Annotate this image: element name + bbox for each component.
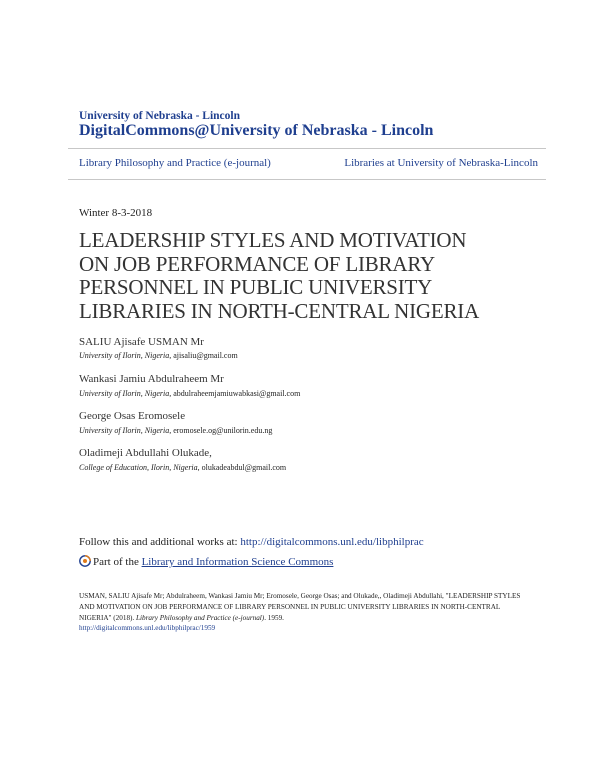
title-line: LEADERSHIP STYLES AND MOTIVATION (79, 228, 467, 252)
author-affiliation (79, 351, 238, 360)
top-divider (68, 148, 546, 149)
citation-venue: Library Philosophy and Practice (e-journal) (136, 613, 265, 622)
title-line: ON JOB PERFORMANCE OF LIBRARY (79, 251, 435, 276)
part-of-text: Part of the (93, 556, 142, 568)
author-institution: University of Ilorin, Nigeria (79, 389, 170, 398)
institution-small-heading[interactable]: University of Nebraska - Lincoln (79, 110, 240, 122)
citation-title: "LEADERSHIP STYLES AND MOTIVATION ON JOB PERFORMANCE OF LIBRARY PERSONNEL IN PUBLIC UNIVERSITY LIBRARIES IN NORTH-CENTRAL NIGERIA" (2018). (79, 592, 521, 622)
author-name: Wankasi Jamiu Abdulraheem Mr (79, 373, 224, 385)
citation-url[interactable]: http://digitalcommons.unl.edu/libphilprac/1959 (79, 624, 216, 633)
repository-link[interactable]: http://digitalcommons.unl.edu/libphilprac (240, 536, 424, 548)
author-affiliation (79, 426, 272, 435)
author-email: , eromosele.og@unilorin.edu.ng (169, 426, 273, 435)
citation-number: . 1959. (264, 613, 284, 622)
author-email: , olukadeabdul@gmail.com (197, 463, 287, 472)
author-name: George Osas Eromosele (79, 410, 186, 422)
author-institution: University of Ilorin, Nigeria (79, 426, 170, 435)
commons-link[interactable]: Library and Information Science Commons (141, 556, 334, 568)
institution-large-heading[interactable]: DigitalCommons@University of Nebraska - Lincoln (79, 122, 434, 139)
bottom-divider (68, 179, 546, 180)
citation-authors: USMAN, SALIU Ajisafe Mr; Abdulraheem, Wankasi Jamiu Mr; Eromosele, George Osas; and Olukade,, Oladimeji Abdullahi, (79, 592, 444, 600)
author-name: Oladimeji Abdullahi Olukade, (79, 447, 212, 459)
author-institution: College of Education, Ilorin, Nigeria (79, 463, 198, 472)
libraries-link[interactable]: Libraries at University of Nebraska-Lincoln (344, 157, 538, 169)
author-affiliation (79, 389, 300, 398)
follow-line (79, 536, 424, 548)
follow-text: Follow this and additional works at: (79, 536, 241, 548)
author-name: SALIU Ajisafe USMAN Mr (79, 336, 204, 348)
author-institution: University of Ilorin, Nigeria (79, 351, 170, 360)
author-affiliation (79, 463, 286, 472)
part-of-line (79, 555, 333, 568)
publication-date: Winter 8-3-2018 (79, 207, 153, 219)
author-email: , ajisaliu@gmail.com (169, 351, 238, 360)
journal-link[interactable]: Library Philosophy and Practice (e-journal) (79, 157, 271, 169)
title-line: LIBRARIES IN NORTH-CENTRAL NIGERIA (79, 298, 480, 323)
author-email: , abdulraheemjamiuwabkasi@gmail.com (169, 389, 301, 398)
article-title (79, 229, 539, 323)
title-line: PERSONNEL IN PUBLIC UNIVERSITY (79, 275, 433, 299)
open-access-icon (79, 555, 91, 567)
citation-block (79, 591, 529, 634)
